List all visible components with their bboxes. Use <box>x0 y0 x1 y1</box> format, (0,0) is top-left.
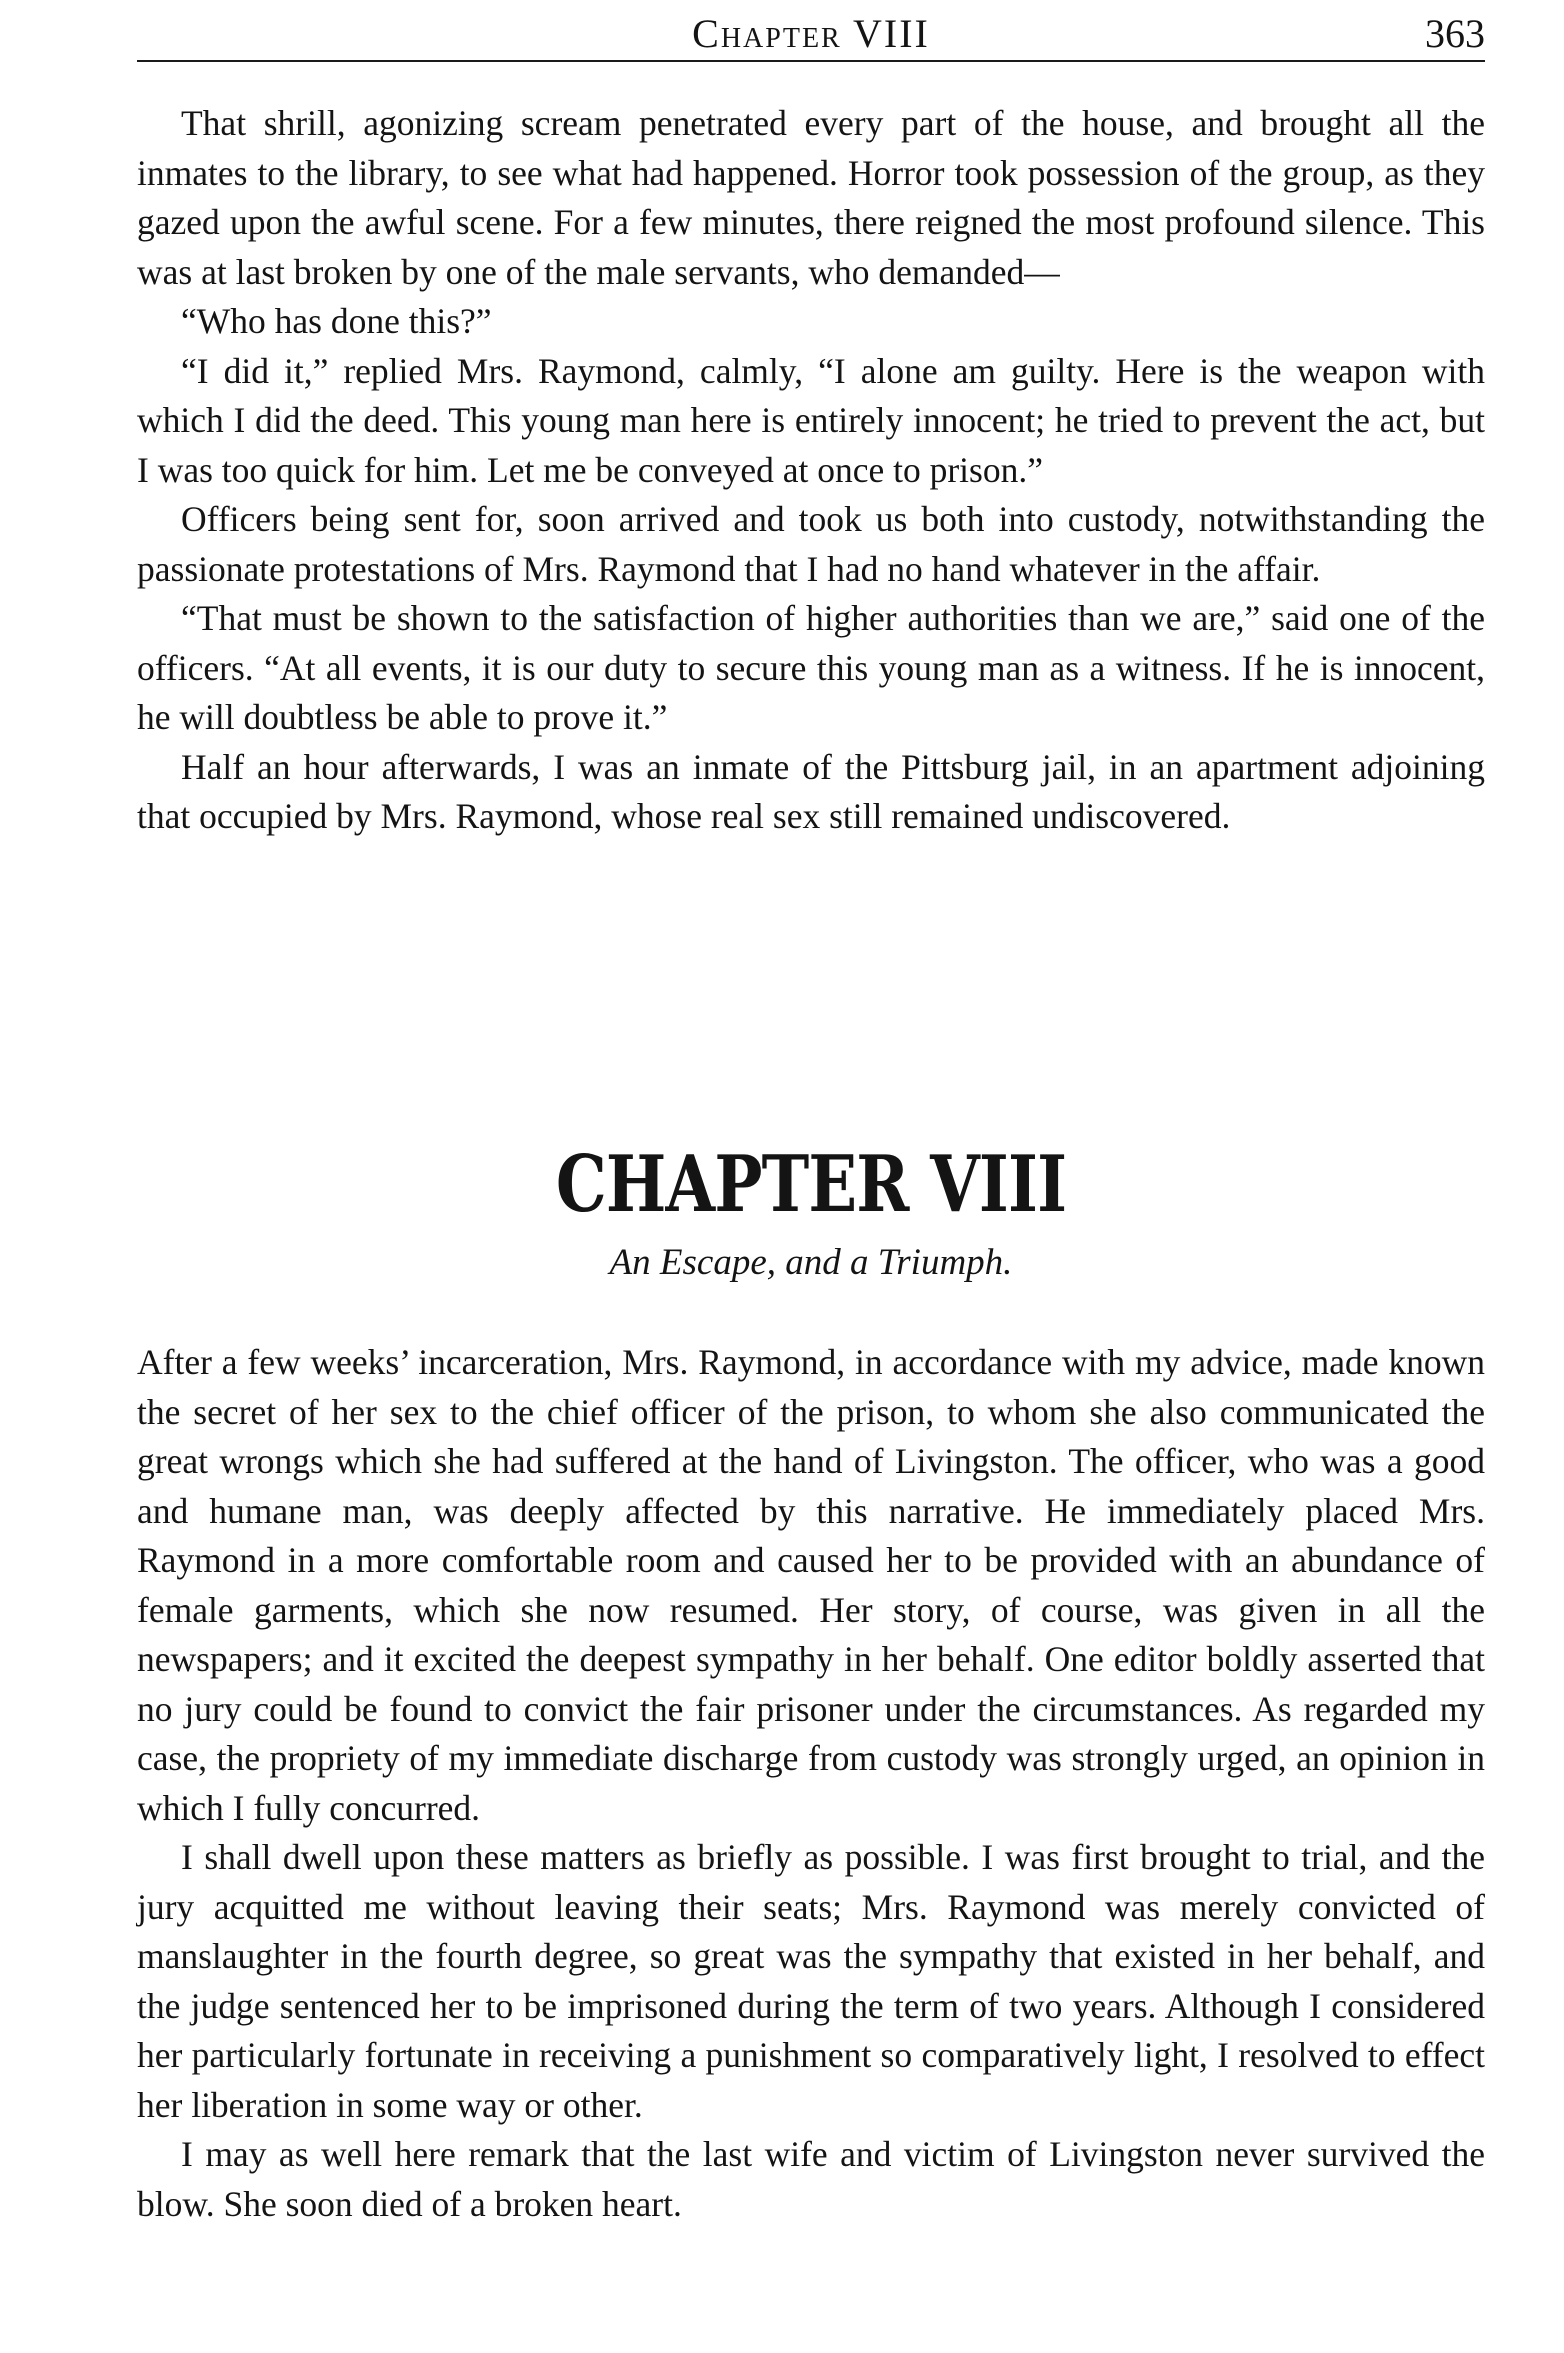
paragraph: “That must be shown to the satisfaction of higher authorities than we are,” said one of the officers. “At all events, it is our duty to secure this young man as a witness. If he is innocent, he will doubtless be able to prove it.” <box>137 598 1485 737</box>
paragraph: I may as well here remark that the last wife and victim of Livingston never survived the blow. She soon died of a broken heart. <box>137 2134 1485 2224</box>
paragraph: That shrill, agonizing scream penetrated every part of the house, and brought all the inmates to the library, to see what had happened. Horror took possession of the group, as they gazed upon the awful scene. For a few minutes, there reigned the most profound silence. This was at last broken by one of the male servants, who demanded— <box>137 103 1485 292</box>
paragraph: “Who has done this?” <box>181 301 492 341</box>
page-number: 363 <box>1425 11 1485 56</box>
paragraph: “I did it,” replied Mrs. Raymond, calmly, “I alone am guilty. Here is the weapon with which I did the deed. This young man here is entirely innocent; he tried to prevent the act, but I was too quick for him. Let me be conveyed at once to prison.” <box>137 350 1485 490</box>
running-head-title: Chapter VIII <box>692 11 930 56</box>
paragraph: Officers being sent for, soon arrived and took us both into custody, notwithstanding the passionate protestations of Mrs. Raymond that I had no hand whatever in the affair. <box>137 499 1485 589</box>
previous-chapter-text <box>137 99 1485 842</box>
paragraph: Half an hour afterwards, I was an inmate of the Pittsburg jail, in an apartment adjoining that occupied by Mrs. Raymond, whose real sex still remained undiscovered. <box>137 746 1485 836</box>
chapter-subtitle: An Escape, and a Triumph. <box>609 1242 1013 1283</box>
running-head <box>137 4 1485 62</box>
chapter-heading: CHAPTER VIII <box>555 1139 1067 1230</box>
paragraph: After a few weeks’ incarceration, Mrs. Raymond, in accordance with my advice, made known the secret of her sex to the chief officer of the prison, to whom she also communicated the great wrongs which she had suffered at the hand of Livingston. The officer, who was a good and humane man, was deeply affected by this narrative. He immediately placed Mrs. Raymond in a more comfortable room and caused her to be provided with an abundance of female garments, which she now resumed. Her story, of course, was given in all the newspapers; and it excited the deepest sympathy in her behalf. One editor boldly asserted that no jury could be found to convict the fair prisoner under the circumstances. As regarded my case, the propriety of my immediate discharge from custody was strongly urged, an opinion in which I fully concurred. <box>137 1342 1485 1828</box>
chapter-text <box>137 1338 1485 2229</box>
book-page <box>137 0 1485 2353</box>
paragraph: I shall dwell upon these matters as briefly as possible. I was first brought to trial, and the jury acquitted me without leaving their seats; Mrs. Raymond was merely convicted of manslaughter in the fourth degree, so great was the sympathy that existed in her behalf, and the judge sentenced her to be imprisoned during the term of two years. Although I considered her particularly fortunate in receiving a punishment so comparatively light, I resolved to effect her liberation in some way or other. <box>137 1837 1485 2125</box>
